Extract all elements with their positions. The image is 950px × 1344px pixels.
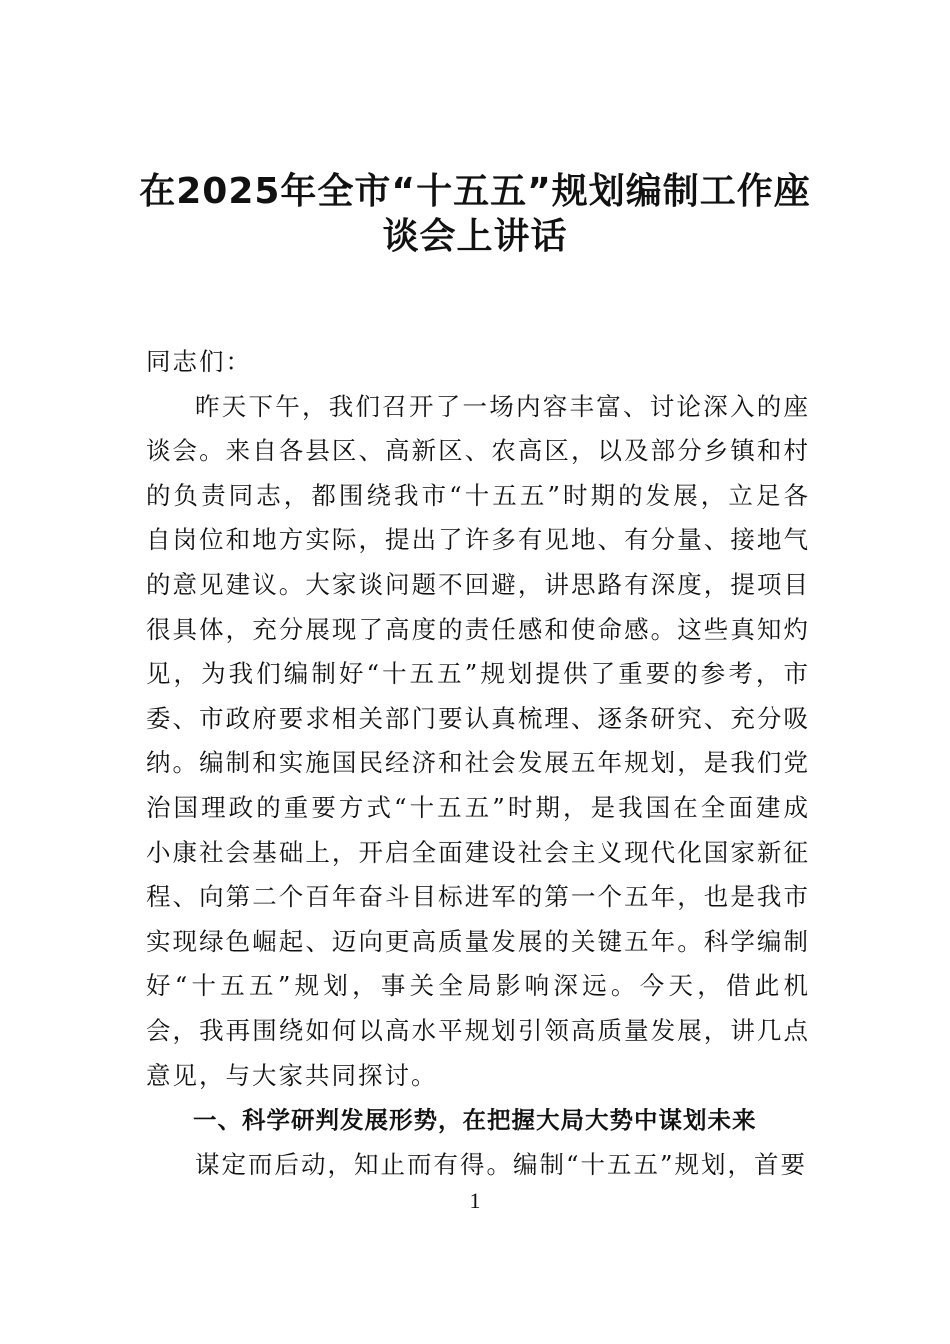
document-title-line-2: 谈会上讲话 xyxy=(382,216,568,257)
body-paragraph-1: 昨天下午，我们召开了一场内容丰富、讨论深入的座谈会。来自各县区、高新区、农高区，以及部分乡镇和村的负责同志，都围绕我市“十五五”时期的发展，立足各自岗位和地方实际，提出了许多有见地、有分量、接地气的意见建议。大家谈问题不回避，讲思路有深度，提项目很具体，充分展现了高度的责任感和使命感。这些真知灼见，为我们编制好“十五五”规划提供了重要的参考，市委、市政府要求相关部门要认真梳理、逐条研究、充分吸纳。编制和实施国民经济和社会发展五年规划，是我们党治国理政的重要方式“十五五”时期，是我国在全面建成小康社会基础上，开启全面建设社会主义现代化国家新征程、向第二个百年奋斗目标进军的第一个五年，也是我市实现绿色崛起、迈向更高质量发展的关键五年。科学编制好“十五五”规划，事关全局影响深远。今天，借此机会，我再围绕如何以高水平规划引领高质量发展，讲几点意见，与大家共同探讨。 xyxy=(146,391,810,1090)
document-title-line-1: 在2025年全市“十五五”规划编制工作座 xyxy=(139,171,811,212)
section-heading-1: 一、科学研判发展形势，在把握大局大势中谋划未来 xyxy=(193,1106,757,1135)
page-number: 1 xyxy=(469,1188,481,1213)
body-paragraph-2: 谋定而后动，知止而有得。编制“十五五”规划，首要 xyxy=(195,1149,808,1179)
salutation: 同志们： xyxy=(146,347,252,376)
document-body xyxy=(146,340,810,1187)
